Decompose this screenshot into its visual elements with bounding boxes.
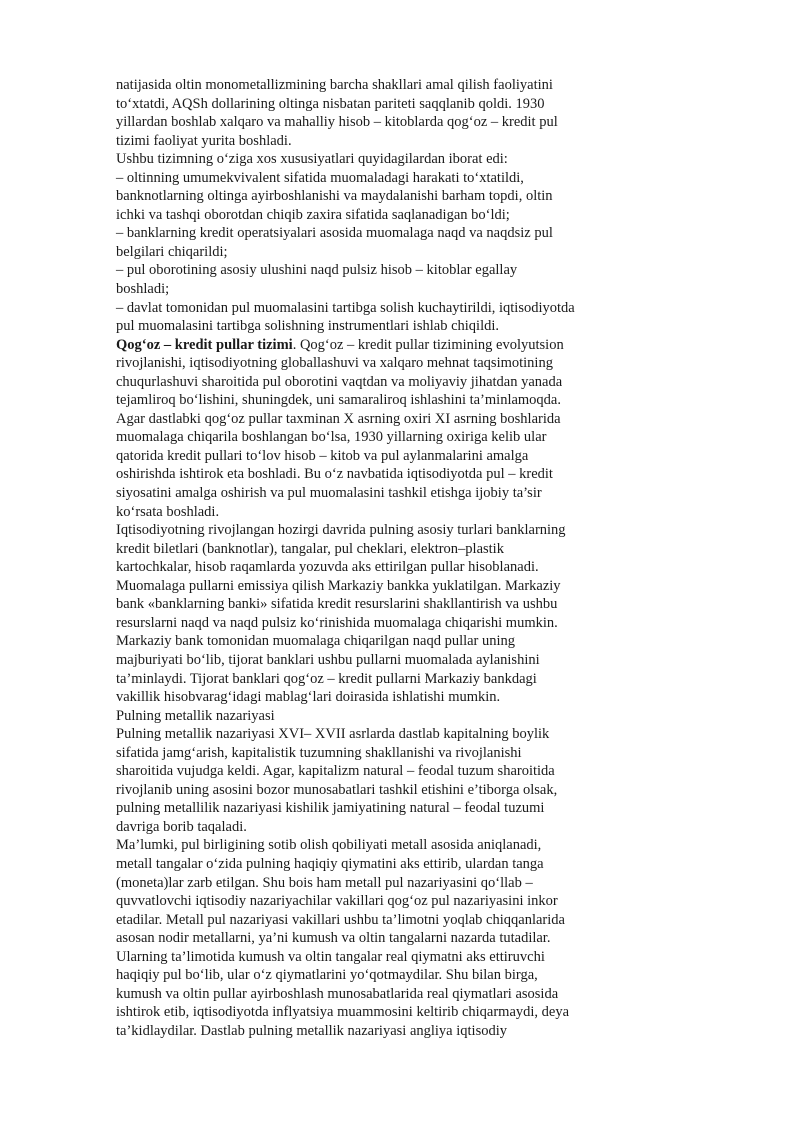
text-line: Agar dastlabki qog‘oz pullar taxminan X asrning oxiri XI asrning boshlarida bbox=[116, 410, 561, 427]
text-line: ishtirok etib, iqtisodiyotda inflyatsiya muammosini keltirib chiqarmaydi, deya bbox=[116, 1004, 570, 1021]
text-line: Ushbu tizimning o‘ziga xos xususiyatlari quyidagilardan iborat edi: bbox=[116, 151, 508, 168]
text-line: – pul oborotining asosiy ulushini naqd pulsiz hisob – kitoblar egallay bbox=[116, 262, 518, 279]
text-line: majburiyati bo‘lib, tijorat banklari ushbu pullarni muomalada aylanishini bbox=[116, 651, 540, 668]
text-line: oshirishda ishtirok eta boshladi. Bu o‘z navbatida iqtisodiyotda pul – kredit bbox=[116, 466, 553, 483]
text-line: pulning metallilik nazariyasi kishilik jamiyatining natural – feodal tuzumi bbox=[116, 800, 545, 817]
text-line: Ma’lumki, pul birligining sotib olish qobiliyati metall asosida aniqlanadi, bbox=[116, 837, 542, 854]
text-line: Iqtisodiyotning rivojlangan hozirgi davrida pulning asosiy turlari banklarning bbox=[116, 522, 566, 539]
text-line: boshladi; bbox=[116, 281, 170, 298]
text-line: Markaziy bank tomonidan muomalaga chiqarilgan naqd pullar uning bbox=[116, 633, 516, 650]
text-line: – davlat tomonidan pul muomalasini tartibga solish kuchaytirildi, iqtisodiyotda bbox=[116, 299, 575, 316]
text-line: rivojlanib uning asosini bozor munosabatlari tashkil etishini e’tiborga olsak, bbox=[116, 781, 558, 798]
text-line: tejamliroq bo‘lishini, shuningdek, uni samaraliroq ishlashini ta’minlamoqda. bbox=[116, 392, 561, 409]
text-line: (moneta)lar zarb etilgan. Shu bois ham metall pul nazariyasini qo‘llab – bbox=[116, 874, 533, 891]
text-line: kartochkalar, hisob raqamlarda yozuvda aks ettirilgan pullar hisoblanadi. bbox=[116, 559, 539, 576]
section-heading: Qog‘oz – kredit pullar tizimi bbox=[116, 336, 293, 353]
document-page bbox=[116, 76, 636, 1040]
text-line: pul muomalasini tartibga solishning instrumentlari ishlab chiqildi. bbox=[116, 318, 499, 335]
text-line: belgilari chiqarildi; bbox=[116, 243, 228, 260]
text-line: ichki va tashqi oborotdan chiqib zaxira sifatida saqlanadigan bo‘ldi; bbox=[116, 206, 510, 223]
text-line: sharoitida vujudga keldi. Agar, kapitalizm natural – feodal tuzum sharoitida bbox=[116, 763, 555, 780]
heading-line-continuation: . Qog‘oz – kredit pullar tizimining evolyutsion bbox=[292, 336, 564, 353]
text-line: – banklarning kredit operatsiyalari asosida muomalaga naqd va naqdsiz pul bbox=[116, 225, 553, 242]
text-line: ta’kidlaydilar. Dastlab pulning metallik nazariyasi angliya iqtisodiy bbox=[116, 1022, 508, 1039]
text-line: metall tangalar o‘zida pulning haqiqiy qiymatini aks ettirib, ulardan tanga bbox=[116, 855, 544, 872]
text-line: to‘xtatdi, AQSh dollarining oltinga nisbatan pariteti saqqlanib qoldi. 1930 bbox=[116, 95, 545, 112]
text-line: Pulning metallik nazariyasi bbox=[116, 707, 275, 724]
text-line: etadilar. Metall pul nazariyasi vakillari ushbu ta’limotni yoqlab chiqqanlarida bbox=[116, 911, 565, 928]
text-line: quvvatlovchi iqtisodiy nazariyachilar vakillari qog‘oz pul nazariyasini inkor bbox=[116, 893, 558, 910]
text-line: tizimi faoliyat yurita boshladi. bbox=[116, 132, 292, 149]
text-line: siyosatini amalga oshirish va pul muomalasini tashkil etishga ijobiy ta’sir bbox=[116, 485, 542, 502]
text-line: banknotlarning oltinga ayirboshlanishi va maydalanishi barham topdi, oltin bbox=[116, 188, 553, 205]
text-line: kumush va oltin pullar ayirboshlash munosabatlarida real qiymatlari asosida bbox=[116, 985, 559, 1002]
text-line: vakillik hisobvarag‘idagi mablag‘lari doirasida ishlatishi mumkin. bbox=[116, 689, 501, 706]
text-line: Pulning metallik nazariyasi XVI– XVII asrlarda dastlab kapitalning boylik bbox=[116, 726, 550, 743]
text-line: Ularning ta’limotida kumush va oltin tangalar real qiymatni aks ettiruvchi bbox=[116, 948, 545, 965]
text-line: davriga borib taqaladi. bbox=[116, 818, 247, 835]
section-heading-line bbox=[116, 336, 636, 355]
text-line: resurslarni naqd va naqd pulsiz ko‘rinishida muomalaga chiqarishi mumkin. bbox=[116, 614, 558, 631]
text-line: – oltinning umumekvivalent sifatida muomaladagi harakati to‘xtatildi, bbox=[116, 169, 524, 186]
text-line: ko‘rsata boshladi. bbox=[116, 503, 220, 520]
text-line: qatorida kredit pullari to‘lov hisob – kitob va pul aylanmalarini amalga bbox=[116, 447, 529, 464]
text-line: asosan nodir metallarni, ya’ni kumush va oltin tangalarni nazarda tutadilar. bbox=[116, 930, 551, 947]
text-line: ta’minlaydi. Tijorat banklari qog‘oz – kredit pullarni Markaziy bankdagi bbox=[116, 670, 537, 687]
text-line: chuqurlashuvi sharoitida pul oborotini vaqtdan va moliyaviy jihatdan yanada bbox=[116, 373, 563, 390]
text-line: yillardan boshlab xalqaro va mahalliy hisob – kitoblarda qog‘oz – kredit pul bbox=[116, 114, 558, 131]
text-line: bank «banklarning banki» sifatida kredit resurslarini shakllantirish va ushbu bbox=[116, 596, 558, 613]
text-line: kredit biletlari (banknotlar), tangalar, pul cheklari, elektron–plastik bbox=[116, 540, 504, 557]
text-line: sifatida jamg‘arish, kapitalistik tuzumning shakllanishi va rivojlanishi bbox=[116, 744, 522, 761]
text-line: rivojlanishi, iqtisodiyotning globallashuvi va xalqaro mehnat taqsimotining bbox=[116, 355, 553, 372]
text-line: Muomalaga pullarni emissiya qilish Markaziy bankka yuklatilgan. Markaziy bbox=[116, 577, 561, 594]
text-line: muomalaga chiqarila boshlangan bo‘lsa, 1930 yillarning oxiriga kelib ular bbox=[116, 429, 547, 446]
text-line: natijasida oltin monometallizmining barcha shakllari amal qilish faoliyatini bbox=[116, 77, 553, 93]
text-line: haqiqiy pul bo‘lib, ular o‘z qiymatlarini yo‘qotmaydilar. Shu bilan birga, bbox=[116, 967, 538, 984]
